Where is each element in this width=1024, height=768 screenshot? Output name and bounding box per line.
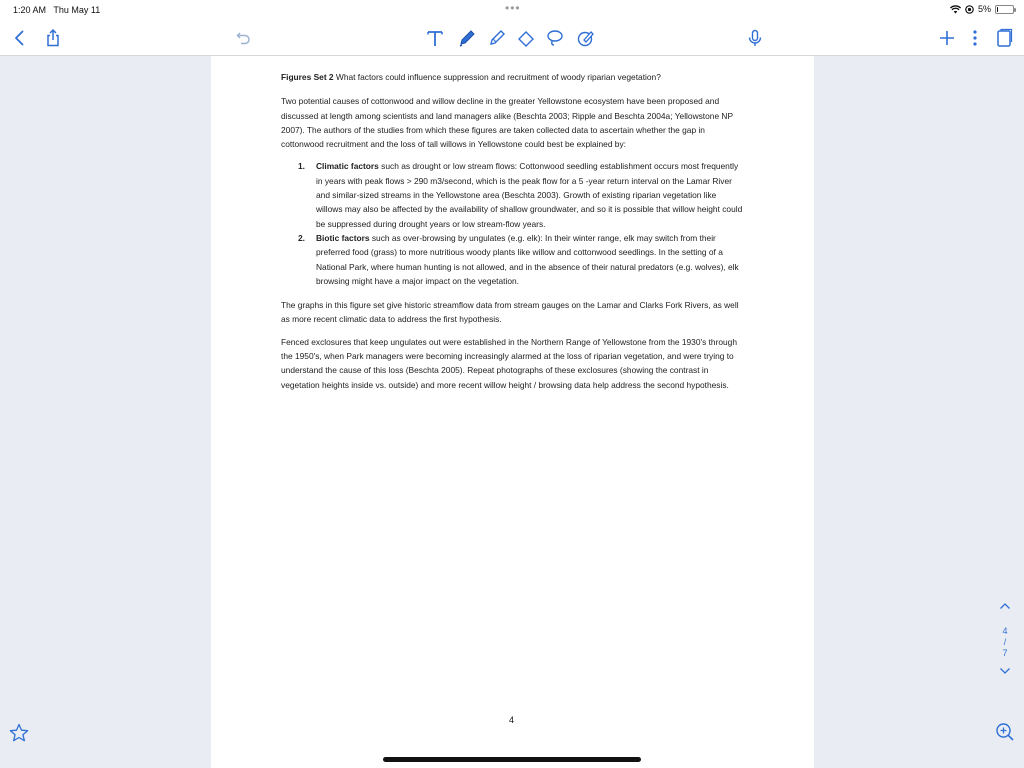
highlighter-icon: [487, 28, 507, 48]
page-view-icon: [994, 28, 1014, 48]
status-indicators: [950, 4, 1014, 14]
shapes-tool-button[interactable]: [573, 26, 597, 50]
battery-icon: [995, 5, 1014, 14]
page-separator: /: [1003, 637, 1007, 647]
document-content: [281, 70, 743, 400]
highlighter-tool-button[interactable]: [485, 26, 509, 50]
eraser-tool-button[interactable]: [514, 26, 538, 50]
status-bar: [0, 0, 1024, 20]
wifi-icon: [950, 5, 961, 14]
total-pages: 7: [1002, 648, 1008, 658]
chevron-up-icon: [999, 601, 1011, 611]
zoom-in-icon: [994, 721, 1016, 743]
title-rest: What factors could influence suppression and recruitment of woody riparian vegetation?: [333, 72, 661, 82]
multitasking-dots[interactable]: •••: [505, 1, 521, 15]
home-indicator[interactable]: [383, 757, 641, 762]
text-tool-button[interactable]: [423, 26, 447, 50]
location-icon: [965, 5, 974, 14]
title-bold: Figures Set 2: [281, 72, 334, 82]
previous-page-button[interactable]: [990, 600, 1020, 616]
add-icon: [937, 28, 957, 48]
current-page-number: 4: [1002, 626, 1008, 636]
star-icon: [8, 722, 30, 744]
shapes-icon: [575, 28, 595, 48]
page-navigator: [990, 600, 1020, 700]
more-icon: [965, 28, 985, 48]
document-title: [281, 70, 743, 84]
list-item: [281, 159, 743, 230]
pen-tool-button[interactable]: [455, 26, 479, 50]
exclosures-paragraph: Fenced exclosures that keep ungulates out were established in the Northern Range of Yellowstone from the 1930's through the 1950's, when Park managers were becoming increasingly alarmed at the loss of riparian vegetation, and were trying to understand the cause of this loss (Beschta 2005). Repeat photographs of these exclosures (showing the contrast in vegetation heights inside vs. outside) and more recent willow height / browsing data help address the second hypothesis.: [281, 336, 737, 390]
record-audio-button[interactable]: [743, 26, 767, 50]
share-button[interactable]: [41, 26, 65, 50]
list-number: 1.: [298, 161, 305, 172]
eraser-icon: [516, 28, 536, 48]
list-number: 2.: [298, 232, 305, 243]
list-item: [281, 231, 743, 288]
toolbar: [0, 20, 1024, 56]
list-item-text: such as drought or low stream flows: Cottonwood seedling establishment occurs most frequently in years with peak flows > 290 m3/second, which is the peak flow for a 5 -year return interval on the Lamar River and similar-sized streams in the Yellowstone area (Beschta 2003). Growth of existing riparian vegetation like willows may also be affected by the availability of shallow groundwater, and so it is possible that willow height could be suppressed during drought years or low stream-flow years.: [316, 161, 743, 229]
next-page-button[interactable]: [990, 665, 1020, 681]
battery-percent: 5%: [977, 4, 991, 14]
pen-icon: [457, 28, 477, 48]
page-number: 4: [509, 715, 515, 725]
more-options-button[interactable]: [963, 26, 987, 50]
hypothesis-list: [281, 159, 743, 288]
lasso-icon: [545, 28, 565, 48]
favorite-button[interactable]: [8, 722, 30, 744]
intro-paragraph: Two potential causes of cottonwood and willow decline in the greater Yellowstone ecosystem have been proposed and discussed at length among scientists and land managers alike (Beschta 2003; Ripple and Beschta 2004a; Yellowstone NP 2007). The authors of the studies from which these figures are taken collected data to ascertain whether the gap in cottonwood recruitment and the loss of tall willows in Yellowstone could best be explained by:: [281, 96, 733, 150]
battery-fill: [997, 7, 998, 12]
list-item-text: such as over-browsing by ungulates (e.g. elk): In their winter range, elk may switch from their preferred food (grass) to more nutritious woody plants like willow and cottonwood seedlings. In the setting of a National Park, where human hunting is not allowed, and in the absence of their natural predators (e.g. wolves), elk browsing might have a major impact on the vegetation.: [316, 232, 739, 286]
add-page-button[interactable]: [935, 26, 959, 50]
document-page[interactable]: [211, 56, 814, 768]
streamflow-paragraph: The graphs in this figure set give historic streamflow data from stream gauges on the Lamar and Clarks Fork Rivers, as well as more recent climatic data to address the first hypothesis.: [281, 300, 739, 325]
lasso-tool-button[interactable]: [543, 26, 567, 50]
list-item-heading: Biotic factors: [316, 232, 370, 243]
undo-button[interactable]: [232, 26, 256, 50]
undo-icon: [234, 28, 254, 48]
zoom-button[interactable]: [994, 721, 1016, 743]
page-view-button[interactable]: [992, 26, 1016, 50]
status-time: 1:20 AM Thu May 11: [13, 5, 101, 15]
microphone-icon: [745, 28, 765, 48]
text-tool-icon: [425, 28, 445, 48]
list-item-heading: Climatic factors: [316, 161, 379, 172]
back-icon: [10, 28, 30, 48]
share-icon: [43, 28, 63, 48]
chevron-down-icon: [999, 666, 1011, 676]
back-button[interactable]: [8, 26, 32, 50]
